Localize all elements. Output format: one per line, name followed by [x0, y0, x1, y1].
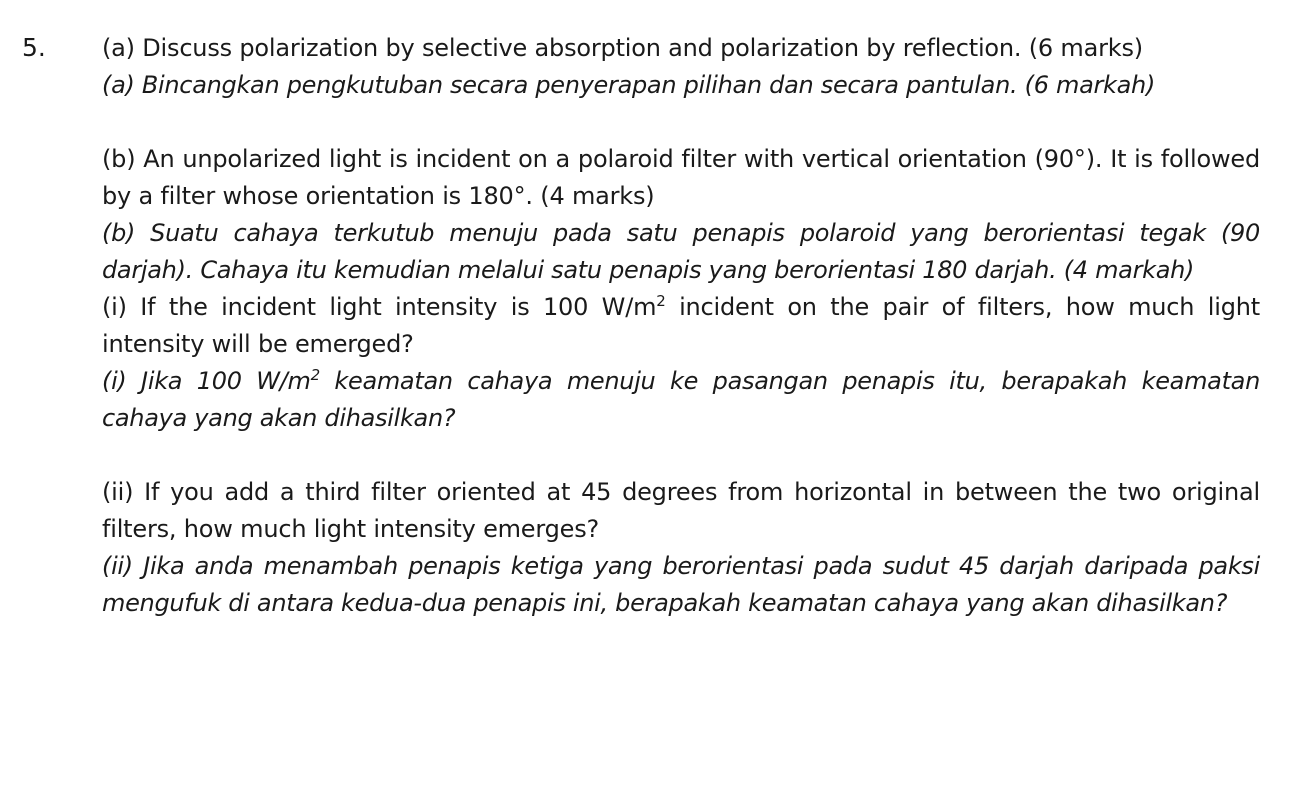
part-b-ii-english: (ii) If you add a third filter oriented at 45 degrees from horizontal in between the two original filters, how much light intensity emerges?	[102, 478, 1260, 543]
part-b-malay: (b) Suatu cahaya terkutub menuju pada satu penapis polaroid yang berorientasi tegak (90 darjah). Cahaya itu kemudian melalui satu penapis yang berorientasi 180 darjah. (4 markah)	[102, 219, 1260, 284]
question-number: 5.	[22, 33, 46, 62]
part-b-i-english-text-2: incident on the pair of filters, how much light intensity will be emerged?	[102, 293, 1260, 358]
part-b-english-text-2: . It is followed by a filter whose orientation is	[102, 145, 1260, 210]
part-a-malay: (a) Bincangkan pengkutuban secara penyerapan pilihan dan secara pantulan. (6 markah)	[102, 71, 1156, 99]
part-b-i-english	[102, 289, 1260, 363]
part-b-i-exponent: 2	[656, 292, 666, 310]
spacer	[102, 437, 1260, 474]
part-b-i-malay-intensity-unit: 100 W/m	[196, 367, 311, 395]
part-b-english-text-1: (b) An unpolarized light is incident on a polaroid filter with vertical orientation	[102, 145, 1035, 173]
part-b-angle-90: (90°)	[1034, 145, 1095, 173]
part-b-english-text-3: . (4 marks)	[525, 182, 655, 210]
part-b-i-malay-exponent: 2	[310, 366, 320, 384]
part-b-angle-180: 180°	[468, 182, 526, 210]
part-b-i-english-text-1: (i) If the incident light intensity is	[102, 293, 543, 321]
question-content	[102, 30, 1260, 622]
part-b-i-malay-text-1: (i) Jika	[102, 367, 197, 395]
spacer	[102, 104, 1260, 141]
part-b-i-malay	[102, 363, 1260, 437]
part-b-i-malay-text-2: keamatan cahaya menuju ke pasangan penapis itu, berapakah keamatan cahaya yang akan dihasilkan?	[102, 367, 1260, 432]
part-b-english	[102, 141, 1260, 215]
part-a-english: (a) Discuss polarization by selective absorption and polarization by reflection. (6 marks)	[102, 34, 1143, 62]
part-b-ii-malay: (ii) Jika anda menambah penapis ketiga yang berorientasi pada sudut 45 darjah daripada paksi mengufuk di antara kedua-dua penapis ini, berapakah keamatan cahaya yang akan dihasilkan?	[102, 552, 1260, 617]
part-b-i-intensity-unit: 100 W/m	[542, 293, 657, 321]
